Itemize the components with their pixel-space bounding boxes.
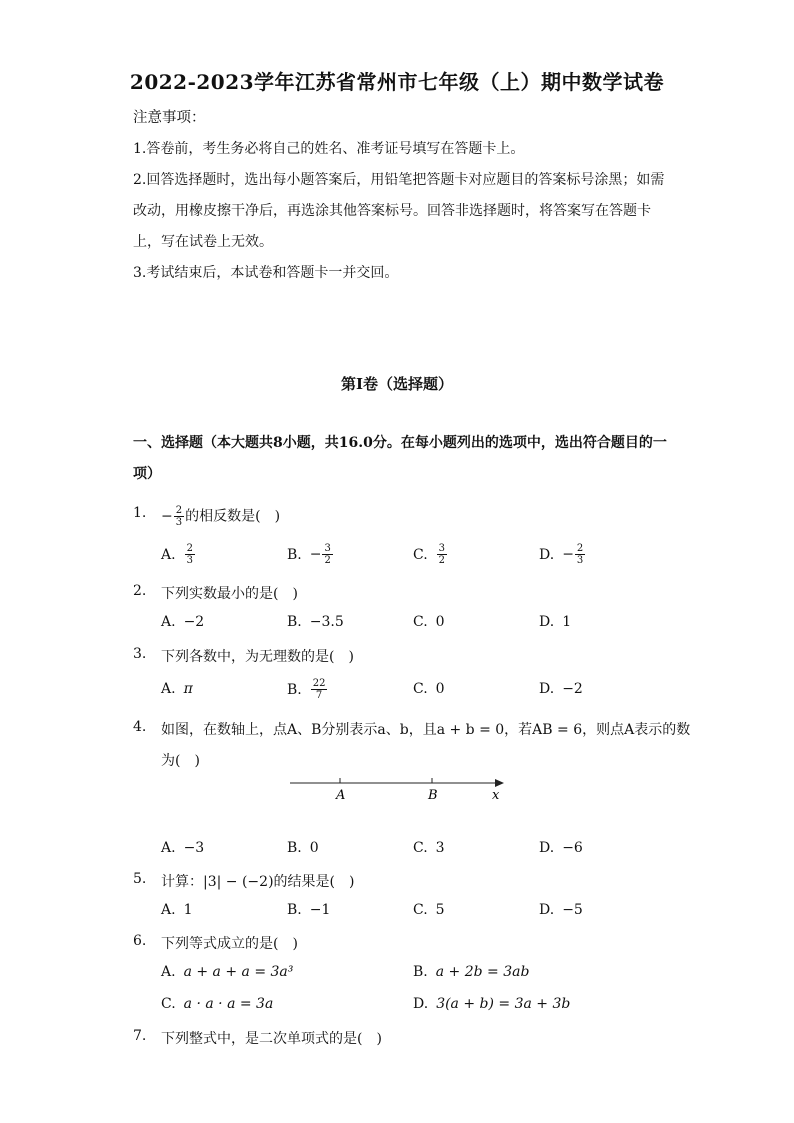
option-text: −2 bbox=[183, 614, 205, 630]
denominator: 3 bbox=[576, 555, 584, 566]
question-number: 1. bbox=[133, 505, 147, 521]
question-number: 6. bbox=[133, 933, 147, 949]
option-label: B. bbox=[413, 964, 428, 980]
option-b[interactable] bbox=[287, 614, 344, 630]
option-label: C. bbox=[413, 902, 428, 918]
question-stem: 如图，在数轴上，点A、B分别表示a、b，且a + b = 0，若AB = 6，则点A表示的数 bbox=[161, 722, 691, 738]
numerator: 2 bbox=[576, 543, 584, 554]
axis-arrow bbox=[495, 779, 504, 787]
notes-heading: 注意事项： bbox=[133, 110, 206, 126]
denominator: 3 bbox=[186, 555, 193, 566]
numerator: 2 bbox=[175, 505, 183, 516]
option-label: C. bbox=[161, 996, 176, 1012]
option-label: A. bbox=[161, 681, 176, 697]
option-c[interactable] bbox=[413, 840, 445, 856]
denominator: 7 bbox=[315, 690, 323, 701]
option-label: B. bbox=[287, 840, 302, 856]
part-one-heading bbox=[133, 428, 673, 490]
option-c[interactable] bbox=[413, 614, 445, 630]
option-b[interactable] bbox=[287, 902, 330, 918]
option-label: A. bbox=[161, 964, 176, 980]
option-text: −1 bbox=[309, 902, 331, 918]
option-a[interactable] bbox=[161, 902, 192, 918]
option-label: D. bbox=[539, 546, 555, 563]
question-number: 3. bbox=[133, 646, 147, 662]
question-stem: 下列各数中，为无理数的是( ) bbox=[161, 649, 354, 665]
axis-x-label: x bbox=[492, 788, 500, 803]
point-a-label: A bbox=[336, 788, 346, 803]
part-prefix: 一、选择题（本大题共 bbox=[133, 435, 273, 451]
fraction bbox=[185, 543, 195, 566]
option-label: A. bbox=[161, 614, 176, 630]
note-item: 1.答卷前，考生务必将自己的姓名、准考证号填写在答题卡上。 bbox=[133, 141, 525, 157]
option-c[interactable] bbox=[413, 681, 445, 697]
pi-symbol: π bbox=[183, 681, 193, 697]
question-stem: 下列实数最小的是( ) bbox=[161, 586, 298, 602]
option-d[interactable] bbox=[539, 681, 583, 697]
question-number: 4. bbox=[133, 719, 147, 735]
option-d[interactable] bbox=[539, 902, 583, 918]
number-line bbox=[290, 770, 510, 806]
option-sign: − bbox=[562, 546, 574, 563]
fraction bbox=[322, 543, 332, 566]
question-stem-line2: 为( ) bbox=[161, 753, 200, 769]
option-b[interactable] bbox=[287, 678, 328, 701]
option-label: C. bbox=[413, 681, 428, 697]
numerator: 2 bbox=[186, 543, 193, 554]
option-text: −3.5 bbox=[309, 614, 344, 630]
option-text: −5 bbox=[562, 902, 583, 918]
option-a[interactable] bbox=[161, 614, 204, 630]
numerator: 3 bbox=[324, 543, 331, 554]
option-b[interactable] bbox=[413, 964, 529, 980]
note-item: 2.回答选择题时，选出每小题答案后，用铅笔把答题卡对应题目的答案标号涂黑；如需改动，用橡皮擦干净后，再选涂其他答案标号。回答非选择题时，将答案写在答题卡上，写在试卷上无效。 bbox=[133, 172, 665, 250]
option-label: C. bbox=[413, 614, 428, 630]
fraction bbox=[174, 505, 184, 528]
point-b-label: B bbox=[428, 788, 438, 803]
option-text: −6 bbox=[562, 840, 583, 856]
option-c[interactable] bbox=[161, 996, 273, 1012]
question-stem: 下列整式中，是二次单项式的是( ) bbox=[161, 1031, 382, 1047]
option-label: C. bbox=[413, 546, 428, 563]
option-label: D. bbox=[539, 614, 555, 630]
stem-tail: 的相反数是( ) bbox=[185, 508, 281, 525]
question-stem bbox=[161, 505, 280, 528]
option-label: D. bbox=[539, 902, 555, 918]
option-b[interactable] bbox=[287, 543, 334, 566]
option-label: B. bbox=[287, 902, 302, 918]
page-title: 2022-2023学年江苏省常州市七年级（上）期中数学试卷 bbox=[129, 70, 665, 94]
option-d[interactable] bbox=[539, 543, 586, 566]
option-label: D. bbox=[413, 996, 429, 1012]
question-number: 5. bbox=[133, 871, 147, 887]
option-label: D. bbox=[539, 681, 555, 697]
option-text: 3(a + b) = 3a + 3b bbox=[436, 996, 571, 1012]
option-text: 1 bbox=[562, 614, 572, 630]
option-c[interactable] bbox=[413, 543, 448, 566]
numerator: 3 bbox=[438, 543, 446, 554]
option-c[interactable] bbox=[413, 902, 445, 918]
question-stem: 下列等式成立的是( ) bbox=[161, 936, 298, 952]
option-a[interactable] bbox=[161, 840, 204, 856]
denominator: 2 bbox=[438, 555, 446, 566]
option-text: 1 bbox=[183, 902, 193, 918]
option-b[interactable] bbox=[287, 840, 319, 856]
option-text: 0 bbox=[435, 614, 445, 630]
question-number: 2. bbox=[133, 583, 147, 599]
option-label: A. bbox=[161, 902, 176, 918]
denominator: 3 bbox=[175, 517, 183, 528]
option-text: −2 bbox=[562, 681, 583, 697]
part-score: 16.0 bbox=[338, 435, 373, 451]
option-sign: − bbox=[309, 546, 322, 563]
option-label: B. bbox=[287, 681, 302, 698]
option-text: 5 bbox=[435, 902, 445, 918]
option-text: 0 bbox=[435, 681, 445, 697]
option-d[interactable] bbox=[539, 840, 583, 856]
option-a[interactable] bbox=[161, 964, 293, 980]
option-a[interactable] bbox=[161, 543, 196, 566]
option-text: 0 bbox=[309, 840, 319, 856]
fraction bbox=[437, 543, 447, 566]
option-label: A. bbox=[161, 546, 176, 563]
option-text: 3 bbox=[435, 840, 445, 856]
section-title: 第Ⅰ卷（选择题） bbox=[340, 375, 454, 393]
option-text: −3 bbox=[183, 840, 205, 856]
denominator: 2 bbox=[324, 555, 331, 566]
minus-sign: − bbox=[161, 508, 173, 525]
option-a[interactable] bbox=[161, 681, 193, 697]
option-label: B. bbox=[287, 614, 302, 630]
fraction bbox=[575, 543, 585, 566]
option-d[interactable] bbox=[413, 996, 570, 1012]
question-number: 7. bbox=[133, 1028, 147, 1044]
note-item: 3.考试结束后，本试卷和答题卡一并交回。 bbox=[133, 265, 399, 281]
option-d[interactable] bbox=[539, 614, 571, 630]
option-label: C. bbox=[413, 840, 428, 856]
question-stem: 计算：|3| − (−2)的结果是( ) bbox=[161, 874, 355, 890]
option-text: a + a + a = 3a³ bbox=[183, 964, 294, 980]
part-suffix: 分。在每小题列出的选项中，选出符合题目的一项） bbox=[133, 435, 667, 482]
option-label: D. bbox=[539, 840, 555, 856]
fraction bbox=[311, 678, 328, 701]
option-text: a + 2b = 3ab bbox=[435, 964, 530, 980]
option-label: A. bbox=[161, 840, 176, 856]
numerator: 22 bbox=[312, 678, 326, 689]
option-label: B. bbox=[287, 546, 302, 563]
option-text: a · a · a = 3a bbox=[183, 996, 274, 1012]
part-mid: 小题，共 bbox=[282, 435, 339, 451]
part-count: 8 bbox=[273, 435, 283, 451]
